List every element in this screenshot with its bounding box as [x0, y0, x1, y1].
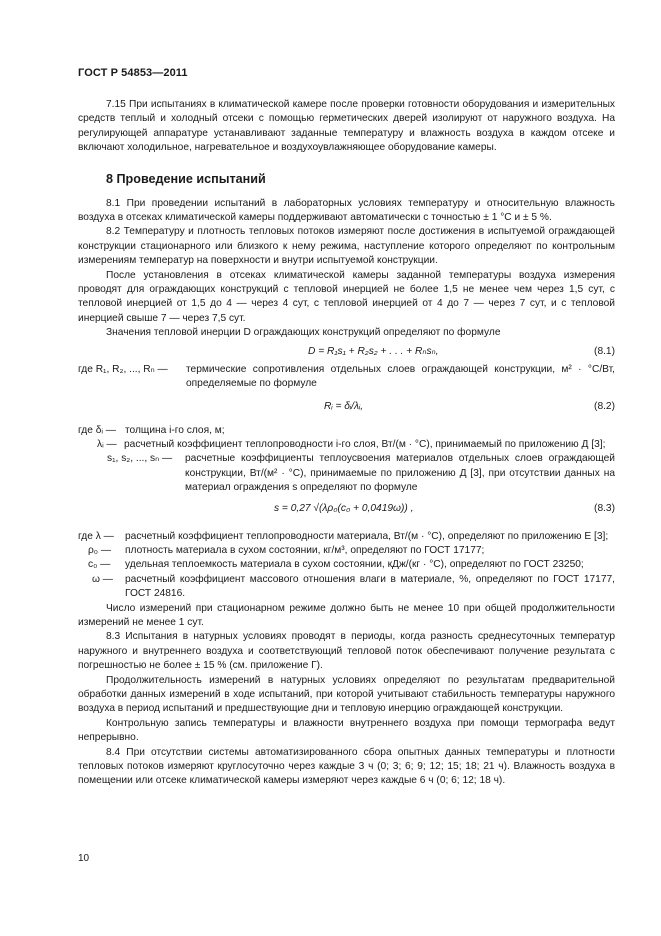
paragraph-8-2: 8.2 Температуру и плотность тепловых потоков измеряют после достижения в испытуемой ограждающей конструкции стационарного или близкого к нему режима, наступление которого определяют по контрольным измерениям температур на поверхности и внутри испытуемой конструкции. — [78, 226, 615, 267]
where-term: где R₁, R₂, ..., Rₙ — — [78, 363, 168, 375]
where-text: удельная теплоемкость материала в сухом состоянии, кДж/(кг · °С), определяют по ГОСТ 23250; — [125, 559, 584, 571]
section-8-heading: 8 Проведение испытаний — [106, 171, 266, 186]
paragraph-7-15: 7.15 При испытаниях в климатической камере после проверки готовности оборудования и измерительных средств теплый и холодный отсеки с помощью герметических дверей изолируют от наружного воздуха. На регулирующей аппаратуре устанавливают заданные температуру и влажность воздуха в каждом отсеке и включают холодильное, нагревательное и воздухоувлажняющее оборудование камеры. — [78, 99, 615, 154]
paragraph-8-3: 8.3 Испытания в натурных условиях проводят в периоды, когда разность среднесуточных температур наружного и внутреннего воздуха и соответствующий тепловой поток обеспечивают получение результата с погрешностью не более ± 15 % (см. приложение Г). — [78, 631, 615, 672]
where-term: где δᵢ — — [78, 424, 116, 436]
document-header: ГОСТ Р 54853—2011 — [78, 67, 188, 79]
page-number: 10 — [78, 853, 90, 864]
equation-8-2 — [78, 392, 615, 418]
paragraph-8-3-c: Контрольную запись температуры и влажности внутреннего воздуха при помощи термографа ведут непрерывно. — [78, 717, 615, 744]
where-item — [78, 452, 615, 495]
where-text: расчетный коэффициент массового отношения влаги в материале, %, определяют по ГОСТ 17177, ГОСТ 24816. — [125, 573, 615, 600]
paragraph-8-3-b: Продолжительность измерений в натурных условиях определяют по результатам предварительной обработки данных измерений в ходе испытаний, при которой учитывают стабильность температуры наружного воздуха в период испытаний и предшествующие дни и тепловую инерцию ограждающей конструкции. — [78, 674, 615, 715]
where-item — [78, 363, 615, 392]
where-item — [78, 424, 615, 438]
where-text: толщина i-го слоя, м; — [125, 424, 225, 436]
where-item — [78, 544, 615, 558]
paragraph-8-2-b: После установления в отсеках климатической камеры заданной температуры воздуха измерения проводят для ограждающих конструкций с тепловой инерцией не более 1,5 не менее чем через 1,5 сут, с тепловой инерцией от 1,5 до 4 — через 4 сут, с тепловой инерцией от 4 до 7 — через 7 сут, и с тепловой инерцией свыше 7 — через 7,5 сут. — [78, 269, 615, 324]
equation-8-3 — [78, 496, 615, 522]
where-text: плотность материала в сухом состоянии, кг/м³, определяют по ГОСТ 17177; — [125, 544, 485, 556]
paragraph-8-1: 8.1 При проведении испытаний в лабораторных условиях температуру и относительную влажность воздуха в отсеках климатической камеры поддерживают автоматически с точностью ± 1 °С и ± 5 %. — [78, 197, 615, 224]
where-term: c₀ — — [88, 559, 111, 571]
equation-number: (8.3) — [594, 502, 615, 514]
where-text: расчетный коэффициент теплопроводности материала, Вт/(м · °С), определяют по приложению Е [3]; — [125, 530, 609, 542]
equation-formula: D = R₁s₁ + R₂s₂ + . . . + Rₙsₙ, — [308, 345, 439, 357]
paragraph-8-4: 8.4 При отсутствии системы автоматизированного сбора опытных данных температуры и плотности тепловых потоков измеряют круглосуточно через каждые 3 ч (0; 3; 6; 9; 12; 15; 18; 21 ч). Влажность воздуха в помещении или отсеке климатической камеры измеряют через каждые 6 ч (0; 6; 12; 18 ч). — [78, 746, 615, 787]
where-text: термические сопротивления отдельных слоев ограждающей конструкции, м² · °С/Вт, определяемые по формуле — [186, 363, 615, 390]
where-item — [78, 558, 615, 572]
where-term: где λ — — [78, 530, 114, 542]
where-text: расчетные коэффициенты теплоусвоения материалов отдельных слоев ограждающей конструкции, Вт/(м² · °С), принимаемые по приложению Д [3], при отсутствии данных на материал ограждения s определяют по формуле — [185, 453, 615, 494]
paragraph-8-2-d: Число измерений при стационарном режиме должно быть не менее 10 при общей продолжительности измерений не менее 1 сут. — [78, 602, 615, 628]
equation-number: (8.2) — [594, 400, 615, 412]
paragraph-8-2-c: Значения тепловой инерции D ограждающих конструкций определяют по формуле — [106, 327, 501, 339]
where-item — [78, 438, 615, 452]
where-term: ρ₀ — — [88, 544, 112, 556]
where-term: ω — — [92, 573, 113, 585]
where-item — [78, 530, 615, 544]
where-term: λᵢ — — [97, 438, 117, 450]
where-text: расчетный коэффициент теплопроводности i-го слоя, Вт/(м · °С), принимаемый по приложению Д [3]; — [124, 438, 606, 450]
equation-formula: s = 0,27 √(λρ₀(c₀ + 0,0419ω)) , — [274, 502, 414, 514]
equation-number: (8.1) — [594, 345, 615, 357]
where-term: s₁, s₂, ..., sₙ — — [107, 453, 173, 465]
equation-8-1 — [78, 341, 615, 363]
where-item — [78, 573, 615, 602]
document-body — [78, 98, 615, 789]
equation-formula: Rᵢ = δᵢ/λᵢ, — [324, 400, 364, 412]
